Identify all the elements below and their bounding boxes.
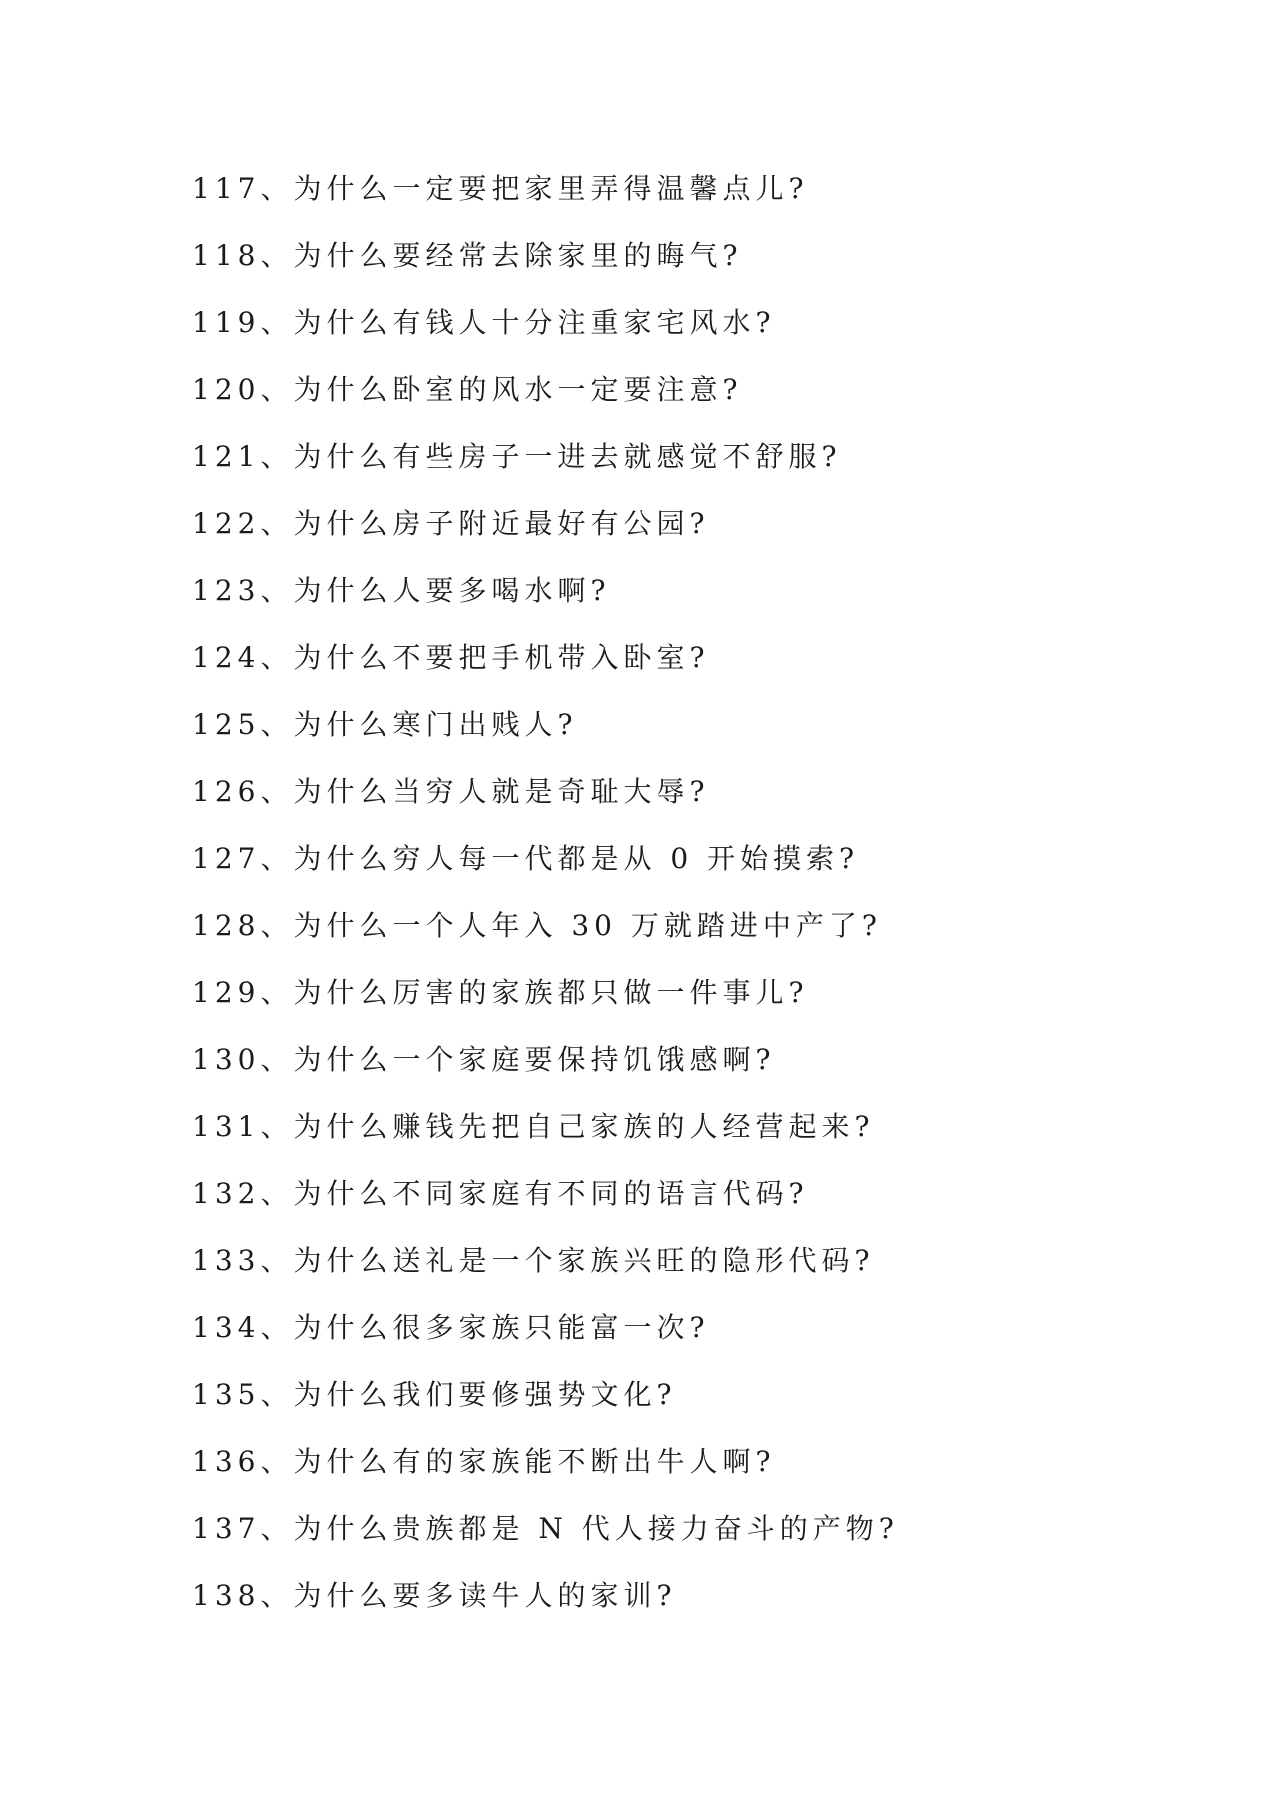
list-item: 135、为什么我们要修强势文化? xyxy=(192,1378,677,1411)
list-item: 122、为什么房子附近最好有公园? xyxy=(192,507,710,540)
list-item: 123、为什么人要多喝水啊? xyxy=(192,574,611,607)
list-item: 133、为什么送礼是一个家族兴旺的隐形代码? xyxy=(192,1244,875,1277)
list-item: 136、为什么有的家族能不断出牛人啊? xyxy=(192,1445,776,1478)
list-item: 119、为什么有钱人十分注重家宅风水? xyxy=(192,306,776,339)
list-item: 131、为什么赚钱先把自己家族的人经营起来? xyxy=(192,1110,875,1143)
list-item: 125、为什么寒门出贱人? xyxy=(192,708,578,741)
list-item: 120、为什么卧室的风水一定要注意? xyxy=(192,373,743,406)
list-item: 121、为什么有些房子一进去就感觉不舒服? xyxy=(192,440,842,473)
list-item: 138、为什么要多读牛人的家训? xyxy=(192,1579,677,1612)
list-item: 118、为什么要经常去除家里的晦气? xyxy=(192,239,743,272)
list-item: 128、为什么一个人年入 30 万就踏进中产了? xyxy=(192,909,882,942)
list-item: 117、为什么一定要把家里弄得温馨点儿? xyxy=(192,172,809,205)
list-item: 126、为什么当穷人就是奇耻大辱? xyxy=(192,775,710,808)
list-item: 132、为什么不同家庭有不同的语言代码? xyxy=(192,1177,809,1210)
list-item: 127、为什么穷人每一代都是从 0 开始摸索? xyxy=(192,842,860,875)
list-item: 137、为什么贵族都是 N 代人接力奋斗的产物? xyxy=(192,1512,899,1545)
list-item: 129、为什么厉害的家族都只做一件事儿? xyxy=(192,976,809,1009)
list-item: 124、为什么不要把手机带入卧室? xyxy=(192,641,710,674)
question-list xyxy=(192,155,1192,1629)
list-item: 130、为什么一个家庭要保持饥饿感啊? xyxy=(192,1043,776,1076)
list-item: 134、为什么很多家族只能富一次? xyxy=(192,1311,710,1344)
